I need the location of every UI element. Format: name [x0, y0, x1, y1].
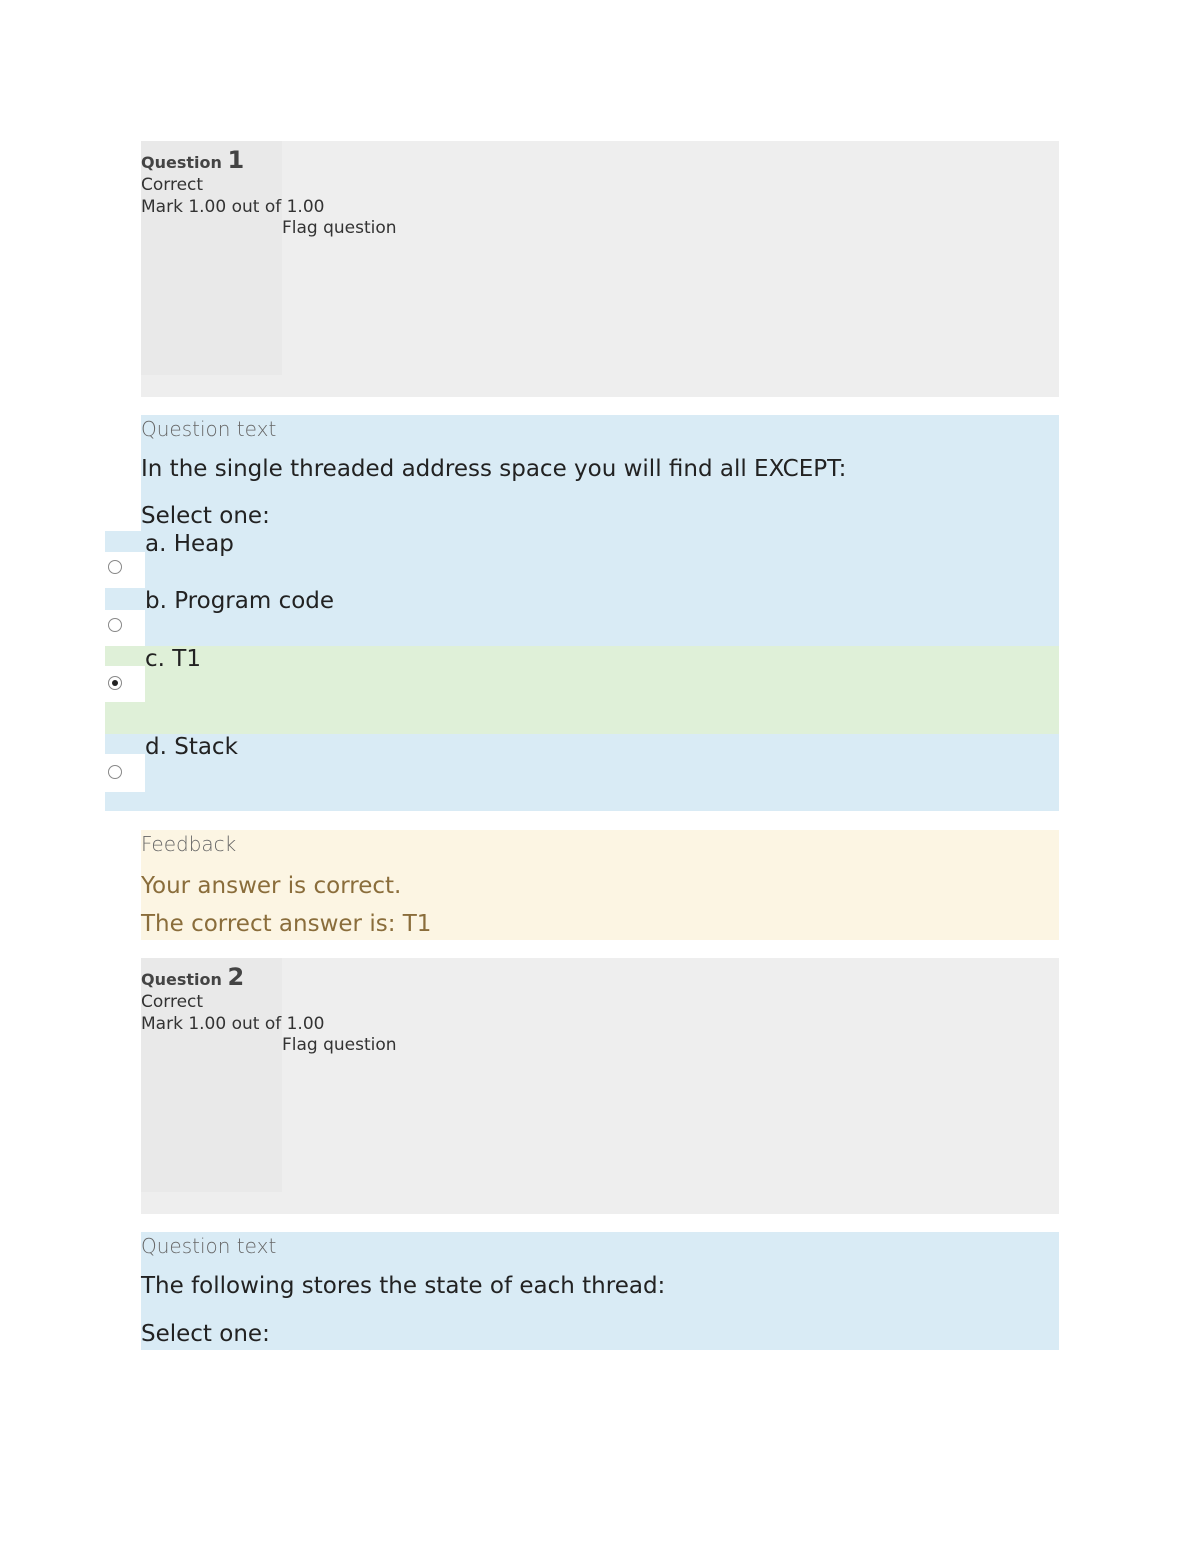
select-one-prompt: Select one: [141, 503, 270, 529]
question-2-content [141, 1232, 1059, 1350]
question-label: Question [141, 970, 222, 989]
question-2-flag-button[interactable]: Flag question [282, 1035, 397, 1055]
answer-b-radio[interactable] [108, 618, 122, 632]
answer-a-label[interactable]: a. Heap [145, 531, 234, 557]
question-label: Question [141, 153, 222, 172]
question-2-info [141, 958, 1059, 1214]
question-1-content [141, 415, 1059, 531]
answer-option-d[interactable] [105, 734, 1059, 811]
answer-option-a[interactable] [105, 531, 1059, 588]
question-2-number [141, 963, 244, 991]
question-1-grade: Mark 1.00 out of 1.00 [141, 197, 325, 217]
answer-d-radio[interactable] [108, 765, 122, 779]
question-text-label: Question text [141, 417, 277, 441]
question-2-state: Correct [141, 992, 204, 1012]
radio-cell [105, 552, 145, 588]
answer-a-radio[interactable] [108, 560, 122, 574]
feedback-right-answer: The correct answer is: T1 [141, 911, 432, 937]
question-2-grade: Mark 1.00 out of 1.00 [141, 1014, 325, 1034]
answer-option-b[interactable] [105, 588, 1059, 646]
radio-cell [105, 610, 145, 646]
question-1-flag-button[interactable]: Flag question [282, 218, 397, 238]
answer-c-label[interactable]: c. T1 [145, 646, 201, 672]
question-text-label: Question text [141, 1234, 277, 1258]
question-number: 1 [227, 146, 245, 174]
select-one-prompt: Select one: [141, 1321, 270, 1347]
answer-c-radio[interactable] [108, 676, 122, 690]
answer-d-label[interactable]: d. Stack [145, 734, 238, 760]
feedback-label: Feedback [141, 832, 237, 856]
question-1-feedback [141, 830, 1059, 940]
question-2-text: The following stores the state of each thread: [141, 1273, 666, 1299]
question-number: 2 [227, 963, 245, 991]
radio-cell [105, 754, 145, 792]
radio-cell [105, 666, 145, 702]
feedback-general: Your answer is correct. [141, 873, 402, 899]
question-1-state: Correct [141, 175, 204, 195]
answer-option-c[interactable] [105, 646, 1059, 734]
answer-b-label[interactable]: b. Program code [145, 588, 335, 614]
question-1-text: In the single threaded address space you will find all EXCEPT: [141, 456, 847, 482]
question-1-info [141, 141, 1059, 397]
question-1-number [141, 146, 244, 174]
